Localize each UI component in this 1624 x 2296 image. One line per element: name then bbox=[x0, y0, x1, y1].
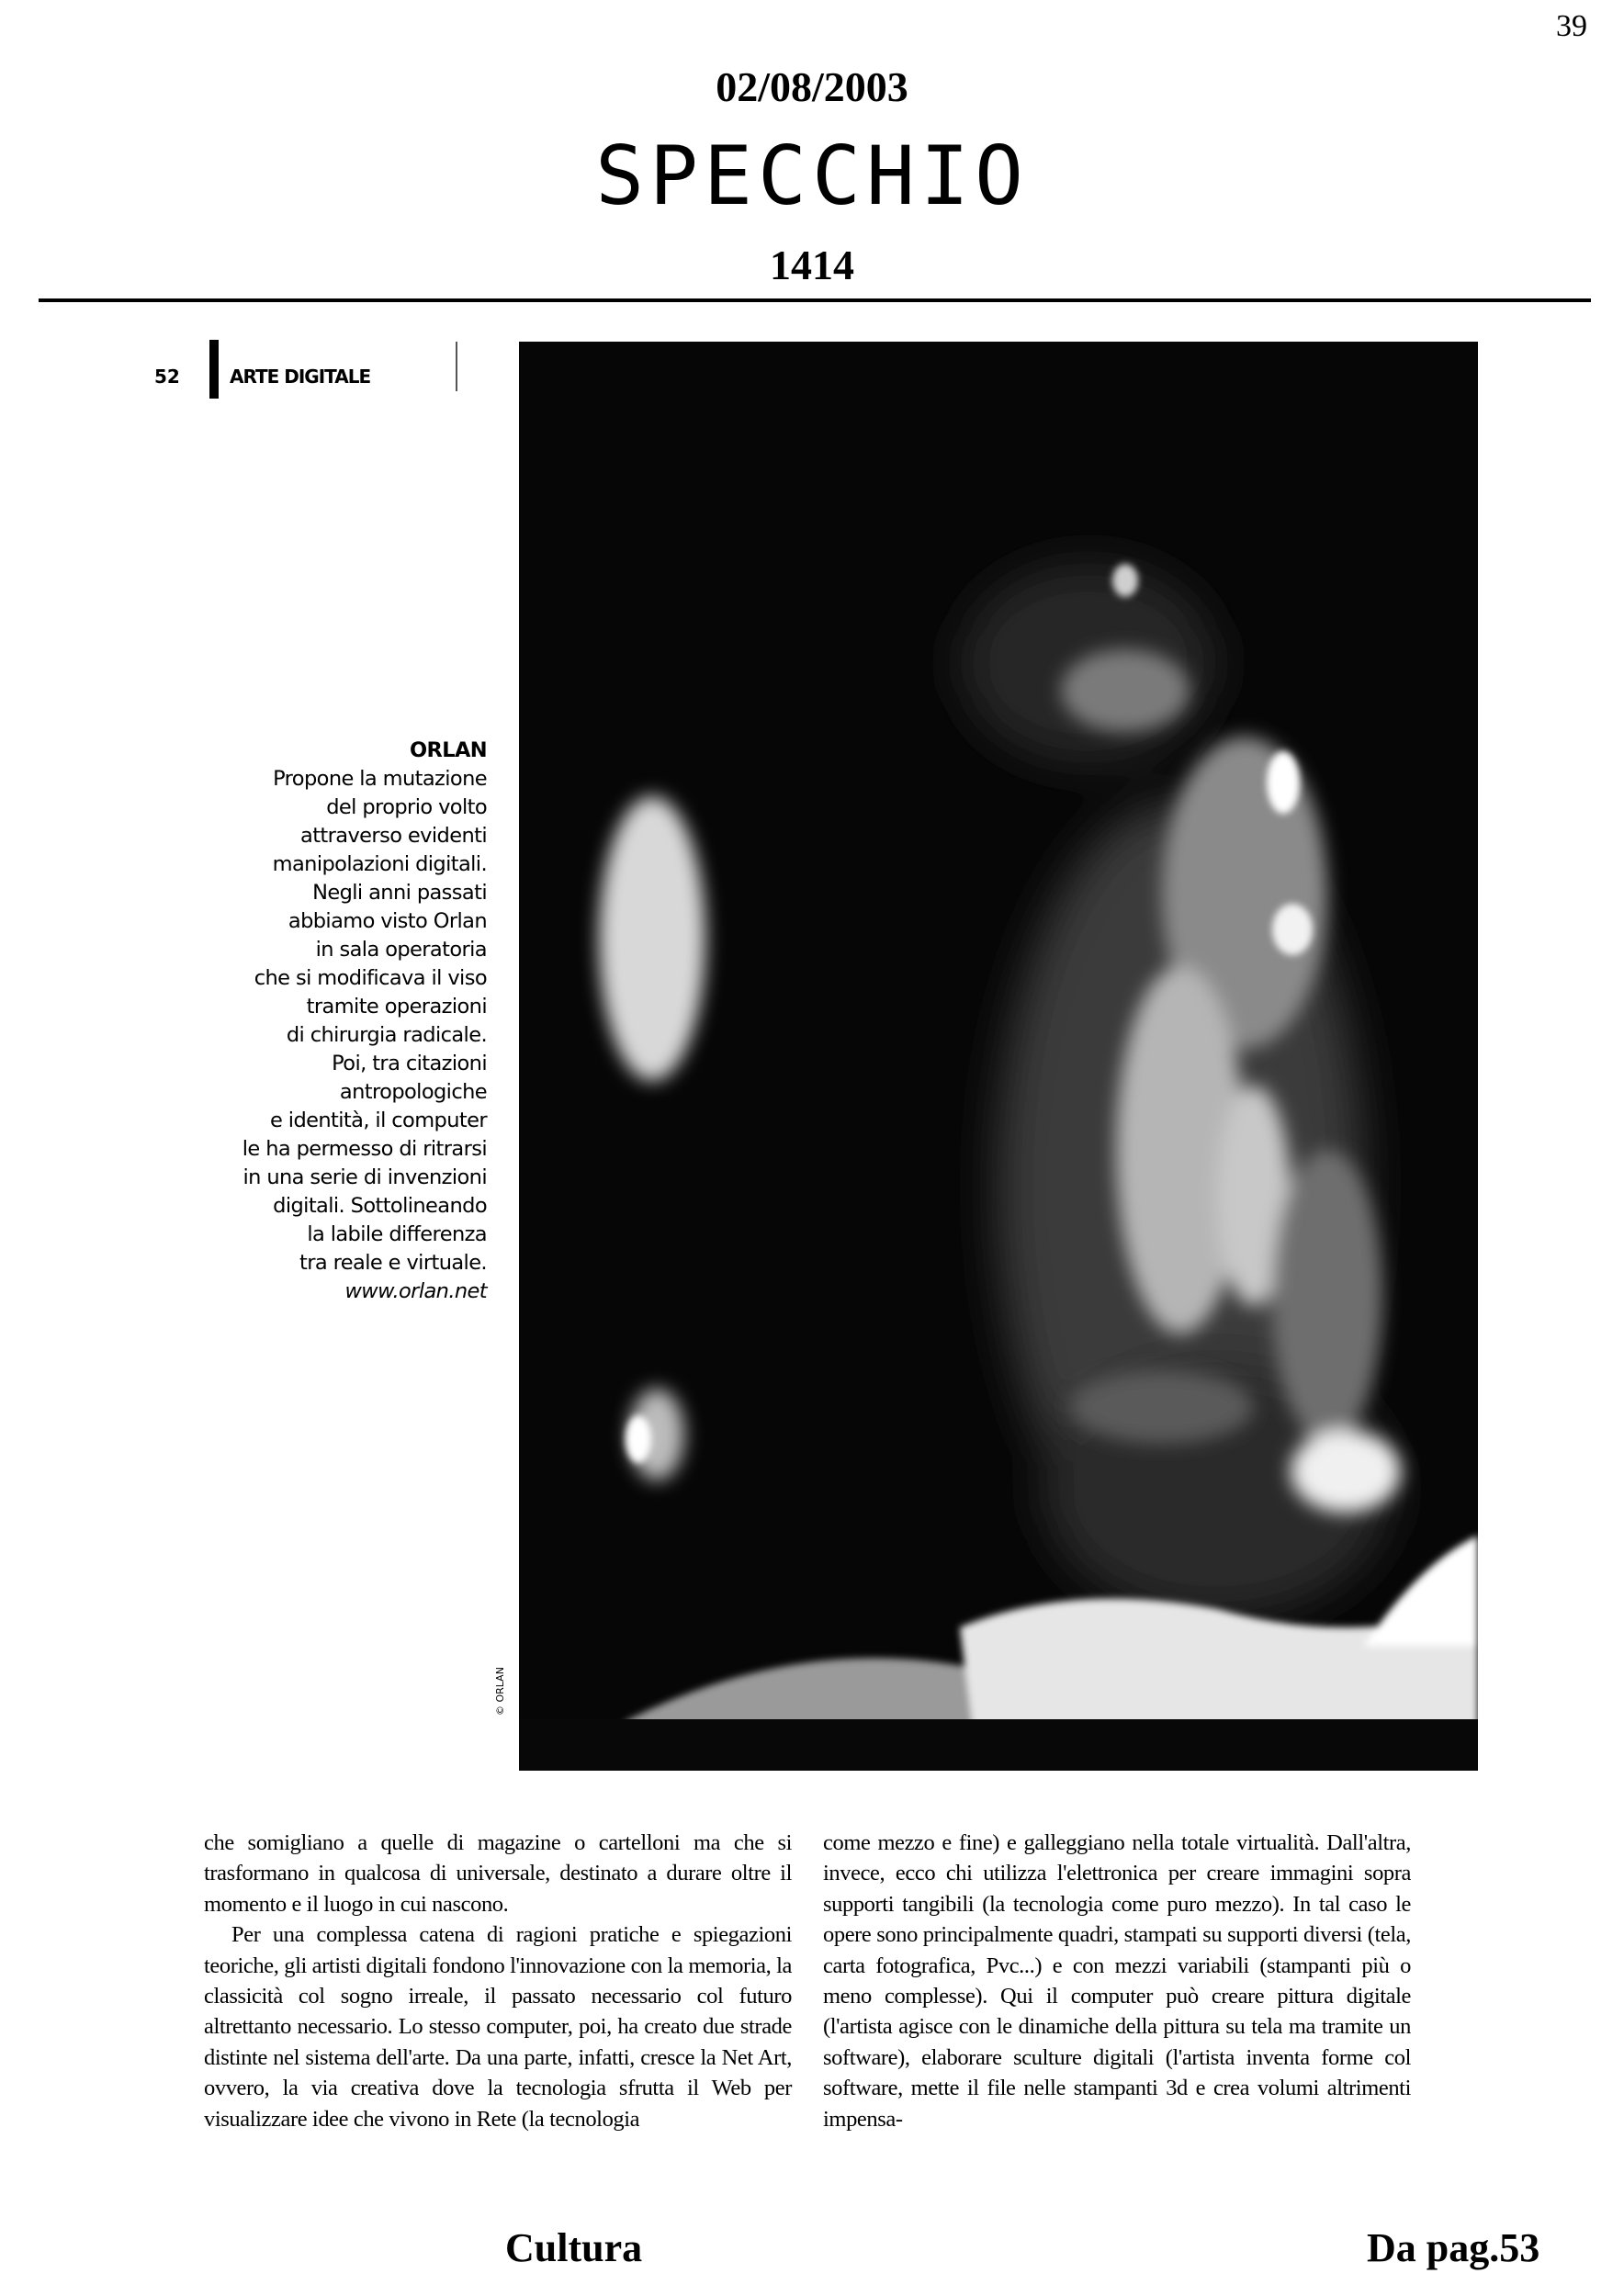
page-number: 39 bbox=[1556, 9, 1587, 43]
portrait-photo bbox=[519, 342, 1478, 1771]
article-paragraph: che somigliano a quelle di magazine o cartelloni ma che si trasformano in qualcosa di universale, destinato a durare oltre il momento e il luogo in cui nascono. bbox=[204, 1830, 792, 1917]
caption-line: Negli anni passati bbox=[312, 881, 487, 905]
photo-caption bbox=[184, 737, 487, 1306]
caption-line: tra reale e virtuale. bbox=[299, 1251, 487, 1275]
caption-line: e identità, il computer bbox=[270, 1109, 487, 1132]
caption-line: del proprio volto bbox=[326, 795, 487, 819]
caption-line: manipolazioni digitali. bbox=[272, 852, 487, 876]
caption-line: digitali. Sottolineando bbox=[273, 1194, 487, 1218]
publication-name: SPECCHIO bbox=[595, 129, 1029, 223]
article-paragraph: Per una complessa catena di ragioni pratiche e spiegazioni teoriche, gli artisti digitali fondono l'innovazione con la memoria, la classicità col sogno irreale, il passato necessario col futuro altrettanto necessario. Lo stesso computer, poi, ha creato due strade distinte nel sistema dell'arte. Da una parte, infatti, cresce la Net Art, ovvero, la via creativa dove la tecnologia sfrutta il Web per visualizzare idee che vivono in Rete (la tecnologia bbox=[204, 1922, 792, 2132]
article-column-right bbox=[823, 1828, 1411, 2134]
caption-line: antropologiche bbox=[339, 1080, 487, 1104]
caption-line: attraverso evidenti bbox=[300, 824, 487, 848]
caption-line: Poi, tra citazioni bbox=[332, 1052, 487, 1075]
photo-credit: © ORLAN bbox=[494, 1667, 506, 1716]
footer-section: Cultura bbox=[505, 2225, 643, 2270]
article-paragraph: come mezzo e fine) e galleggiano nella totale virtualità. Dall'altra, invece, ecco chi utilizza l'elettronica per creare immagini sopra supporti tangibili (la tecnologia come puro mezzo). In tal caso le opere sono principalmente quadri, stampati su supporti diversi (tela, carta fotografica, Pvc...) e con mezzi variabili (stampanti più o meno complesse). Qui il computer può creare pittura digitale (l'artista agisce con le dinamiche della pittura su tela ma tramite un software), elaborare sculture digitali (l'artista inventa forme col software, mette il file nelle stampanti 3d e crea volumi altrimenti impensa- bbox=[823, 1830, 1411, 2132]
caption-line: abbiamo visto Orlan bbox=[288, 909, 487, 933]
caption-url: www.orlan.net bbox=[344, 1279, 487, 1303]
caption-line: in sala operatoria bbox=[315, 938, 487, 962]
article-column-left bbox=[204, 1828, 792, 2134]
publication-date: 02/08/2003 bbox=[716, 63, 908, 110]
portrait-photo-graphic bbox=[519, 342, 1478, 1771]
caption-line: le ha permesso di ritrarsi bbox=[242, 1137, 487, 1161]
caption-title: ORLAN bbox=[409, 738, 487, 762]
caption-line: in una serie di invenzioni bbox=[242, 1165, 487, 1189]
header-rule bbox=[39, 298, 1591, 302]
section-label: ARTE DIGITALE bbox=[230, 366, 371, 388]
magazine-page-number: 52 bbox=[154, 366, 180, 388]
caption-line: la labile differenza bbox=[307, 1222, 487, 1246]
caption-line: Propone la mutazione bbox=[273, 767, 487, 791]
caption-line: che si modificava il viso bbox=[254, 966, 487, 990]
caption-line: tramite operazioni bbox=[306, 995, 487, 1019]
footer-continued: Da pag.53 bbox=[1367, 2225, 1540, 2270]
section-marker-bar bbox=[209, 340, 219, 399]
issue-number: 1414 bbox=[770, 242, 854, 288]
divider-mark bbox=[456, 342, 457, 391]
caption-line: di chirurgia radicale. bbox=[286, 1023, 487, 1047]
